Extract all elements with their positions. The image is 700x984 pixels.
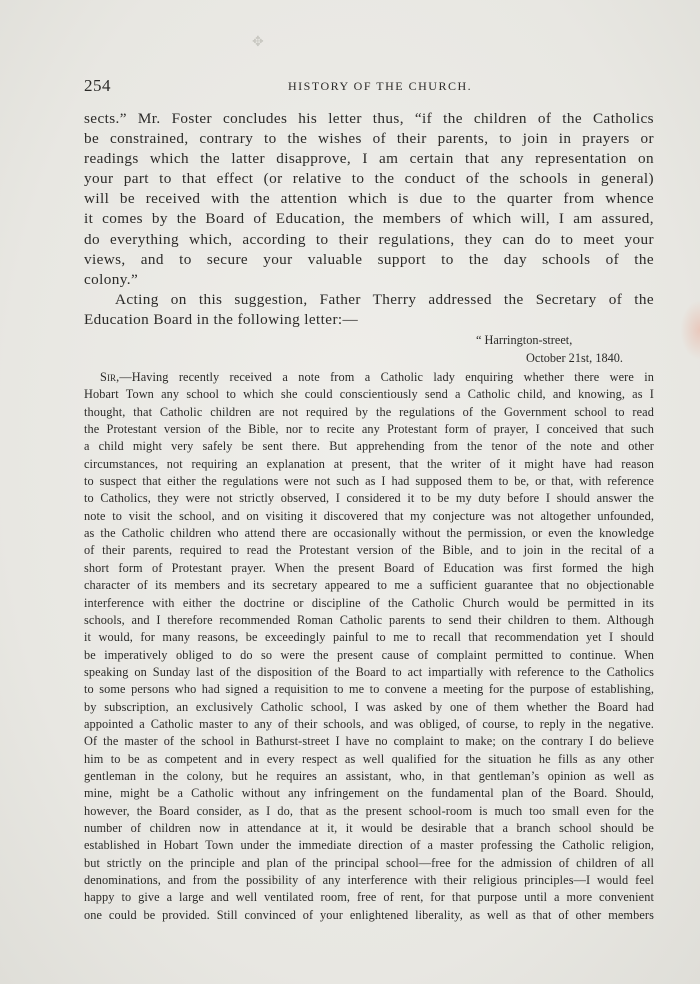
text-line: appointed a Catholic master to any of their schools, and was obliged, of course, to reply in the negative. (84, 716, 654, 731)
running-title: HISTORY OF THE CHURCH. (288, 79, 473, 93)
text-line: thought, that Catholic children are not required by the regulations of the Government school to read (84, 404, 654, 419)
text-line: will be received with the attention which is due to the quarter from whence (84, 190, 654, 208)
text-line: be constrained, contrary to the wishes of their parents, to join in prayers or (84, 130, 654, 148)
text-line: schools, and I therefore recommended Roman Catholic parents to send their children to them. Although (84, 612, 654, 627)
address-street: “ Harrington-street, (476, 333, 573, 348)
text-line: to suspect that either the regulations were not such as I had supposed them to be, or that, with reference (84, 474, 654, 489)
text-line: gentleman in the colony, but he requires an assistant, who, in that gentleman’s opinion as well as (84, 768, 654, 783)
text-line: established in Hobart Town under the immediate direction of a master professing the Catholic religion, (84, 838, 654, 853)
printer-mark-icon: ✥ (252, 35, 264, 50)
letter-text (84, 369, 654, 924)
text-line: do everything which, according to their regulations, they can do to meet your (84, 230, 654, 248)
letter-address (84, 333, 654, 369)
text-line: of their parents, required to read the Protestant version of the Bible, and to join in the recital of a (84, 543, 654, 558)
text-line: it would, for many reasons, be exceedingly painful to me to recall that recommendation yet I should (84, 630, 654, 645)
text-line: Hobart Town any school to which she could conscientiously send a Catholic child, and knowing, as I (84, 387, 654, 402)
text-line-content: —Having recently received a note from a Catholic lady enquiring whether there were in (119, 370, 654, 385)
text-line: Of the master of the school in Bathurst-street I have no complaint to make; on the contrary I do believe (84, 734, 654, 749)
text-line: number of children now in attendance at it, it would be desirable that a branch school should be (84, 820, 654, 835)
text-line (84, 369, 654, 386)
text-line: your part to that effect (or relative to the conduct of the schools in general) (84, 170, 654, 188)
text-line: interference with either the doctrine or discipline of the Catholic Church would be permitted in its (84, 595, 654, 610)
text-line: speaking on Sunday last of the disposition of the Board to act impartially with reference to the Catholics (84, 664, 654, 679)
text-line: him to be as competent and in every respect as well qualified for the situation he fills as any other (84, 751, 654, 766)
text-line: the Protestant version of the Bible, nor to recite any Protestant form of prayer, I conceived that such (84, 422, 654, 437)
text-line: a child might very safely be sent there. But apprehending from the tenor of the note and other (84, 439, 654, 454)
text-line: character of its members and its secretary appeared to me a sufficient guarantee that no objectionable (84, 578, 654, 593)
text-line: short form of Protestant prayer. When the present Board of Education was first formed the high (84, 560, 654, 575)
page-header (84, 76, 654, 96)
text-line: but strictly on the principle and plan of the principal school—free for the admission of children of all (84, 855, 654, 870)
text-line: by subscription, an exclusively Catholic school, I was asked by one of them whether the Board had (84, 699, 654, 714)
text-line: mine, might be a Catholic without any infringement on the fundamental plan of the Board. Should, (84, 786, 654, 801)
page-body (84, 109, 654, 924)
text-line: to Catholics, they were not strictly observed, I considered it to be my duty before I should answer the (84, 491, 654, 506)
text-line: note to visit the school, and on visiting it discovered that my conjecture was not altogether unfounded, (84, 508, 654, 523)
text-line: readings which the latter disapprove, I am certain that any representation on (84, 150, 654, 168)
text-line: denominations, and from the possibility of any interference with their religious principles—I would feel (84, 873, 654, 887)
text-line: views, and to secure your valuable support to the day schools of the (84, 250, 654, 268)
text-line: sects.” Mr. Foster concludes his letter thus, “if the children of the Catholics (84, 110, 654, 127)
letter-salutation: Sir, (100, 370, 120, 385)
letter-date: October 21st, 1840. (526, 351, 623, 366)
text-line: one could be provided. Still convinced of your enlightened liberality, as well as that of other members (84, 907, 654, 922)
text-line: circumstances, not requiring an explanation at present, that the writer of it might have had reason (84, 456, 654, 471)
text-line: be imperatively obliged to do so were the present cause of complaint permitted to continue. When (84, 647, 654, 662)
text-line: colony.” (84, 270, 139, 288)
text-line: however, the Board consider, as I do, that as the present school-room is much too small even for the (84, 803, 654, 818)
page-number: 254 (84, 76, 111, 95)
paper-stain (680, 300, 700, 360)
narrative-text (84, 109, 654, 330)
text-line: to some persons who had signed a requisition to me to convene a meeting for the purpose of establishing, (84, 682, 654, 697)
text-line: as the Catholic children who attend there are occasionally without the permission, or even the knowledge (84, 526, 654, 541)
text-line: it comes by the Board of Education, the members of which will, I am assured, (84, 210, 654, 228)
text-line: Education Board in the following letter:— (84, 310, 359, 328)
text-line: Acting on this suggestion, Father Therry addressed the Secretary of the (115, 290, 654, 308)
text-line: happy to give a large and well ventilated room, free of rent, for that purpose until a more convenient (84, 890, 654, 905)
